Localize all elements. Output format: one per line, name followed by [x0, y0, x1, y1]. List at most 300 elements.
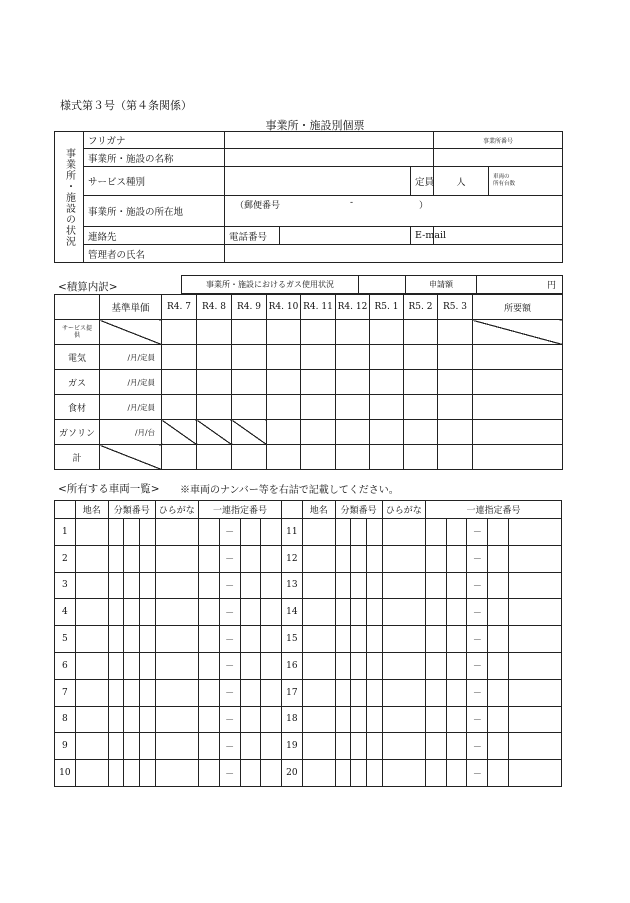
- cell[interactable]: [404, 370, 438, 395]
- serial-dash: －: [219, 706, 240, 733]
- serial-digit-cell[interactable]: [446, 679, 467, 706]
- hiragana-cell[interactable]: [382, 652, 426, 679]
- class-digit-cell[interactable]: [108, 519, 124, 546]
- class-digit-cell[interactable]: [335, 760, 351, 787]
- region-cell[interactable]: [75, 733, 108, 760]
- serial-digit-cell[interactable]: [240, 545, 261, 572]
- serial-digit-cell[interactable]: [426, 626, 447, 653]
- class-digit-cell[interactable]: [108, 626, 124, 653]
- cell[interactable]: [404, 395, 438, 420]
- class-digit-cell[interactable]: [108, 599, 124, 626]
- hiragana-cell[interactable]: [155, 626, 199, 653]
- class-digit-cell[interactable]: [366, 652, 382, 679]
- class-digit-cell[interactable]: [124, 599, 140, 626]
- facility-name-label: 事業所・施設の名称: [84, 149, 225, 167]
- region-cell[interactable]: [302, 733, 335, 760]
- hiragana-cell[interactable]: [155, 519, 199, 546]
- class-digit-cell[interactable]: [108, 652, 124, 679]
- region-cell[interactable]: [75, 760, 108, 787]
- serial-digit-cell[interactable]: [261, 519, 282, 546]
- cell[interactable]: [232, 370, 267, 395]
- class-digit-cell[interactable]: [124, 626, 140, 653]
- cell[interactable]: [336, 345, 370, 370]
- serial-digit-cell[interactable]: [508, 519, 561, 546]
- class-digit-cell[interactable]: [139, 733, 155, 760]
- cell[interactable]: [162, 320, 197, 345]
- struck-cell: [232, 420, 267, 445]
- class-digit-cell[interactable]: [351, 545, 367, 572]
- serial-digit-cell[interactable]: [426, 679, 447, 706]
- serial-digit-cell[interactable]: [446, 652, 467, 679]
- class-digit-cell[interactable]: [124, 545, 140, 572]
- row-number: 4: [55, 599, 76, 626]
- class-digit-cell[interactable]: [139, 599, 155, 626]
- serial-digit-cell[interactable]: [488, 733, 509, 760]
- cell[interactable]: [162, 395, 197, 420]
- serial-digit-cell[interactable]: [199, 519, 220, 546]
- postal-dash: -: [350, 198, 354, 208]
- serial-digit-cell[interactable]: [240, 599, 261, 626]
- serial-digit-cell[interactable]: [426, 652, 447, 679]
- hiragana-cell[interactable]: [155, 733, 199, 760]
- row-number: 14: [281, 599, 302, 626]
- cell[interactable]: [197, 395, 232, 420]
- month-header: R5. 1: [370, 295, 404, 320]
- cell[interactable]: [232, 320, 267, 345]
- serial-digit-cell[interactable]: [508, 706, 561, 733]
- col-serial: 一連指定番号: [199, 501, 282, 519]
- class-digit-cell[interactable]: [335, 652, 351, 679]
- class-digit-cell[interactable]: [366, 572, 382, 599]
- serial-digit-cell[interactable]: [488, 652, 509, 679]
- serial-dash: －: [467, 706, 488, 733]
- serial-digit-cell[interactable]: [488, 545, 509, 572]
- hiragana-cell[interactable]: [155, 652, 199, 679]
- hiragana-cell[interactable]: [382, 572, 426, 599]
- class-digit-cell[interactable]: [335, 519, 351, 546]
- class-digit-cell[interactable]: [351, 652, 367, 679]
- cell[interactable]: [404, 420, 438, 445]
- furigana-label: フリガナ: [84, 132, 225, 149]
- class-digit-cell[interactable]: [108, 545, 124, 572]
- class-digit-cell[interactable]: [335, 626, 351, 653]
- address-field[interactable]: [225, 196, 563, 227]
- serial-digit-cell[interactable]: [488, 679, 509, 706]
- region-cell[interactable]: [302, 760, 335, 787]
- email-label: E-mail: [411, 227, 434, 245]
- cell[interactable]: [438, 395, 473, 420]
- class-digit-cell[interactable]: [124, 679, 140, 706]
- serial-digit-cell[interactable]: [261, 679, 282, 706]
- cell[interactable]: [370, 320, 404, 345]
- serial-digit-cell[interactable]: [199, 679, 220, 706]
- cell[interactable]: [438, 320, 473, 345]
- serial-digit-cell[interactable]: [240, 519, 261, 546]
- postal-close: ）: [419, 201, 429, 211]
- serial-digit-cell[interactable]: [199, 652, 220, 679]
- serial-digit-cell[interactable]: [199, 572, 220, 599]
- class-digit-cell[interactable]: [139, 706, 155, 733]
- cell[interactable]: [232, 345, 267, 370]
- serial-digit-cell[interactable]: [508, 652, 561, 679]
- class-digit-cell[interactable]: [351, 626, 367, 653]
- serial-digit-cell[interactable]: [508, 679, 561, 706]
- row-number: 18: [281, 706, 302, 733]
- class-digit-cell[interactable]: [335, 599, 351, 626]
- cell[interactable]: [473, 445, 563, 470]
- region-cell[interactable]: [75, 706, 108, 733]
- hiragana-cell[interactable]: [155, 545, 199, 572]
- breakdown-heading: <積算内訳>: [58, 281, 118, 293]
- serial-digit-cell[interactable]: [508, 599, 561, 626]
- cell[interactable]: [162, 445, 197, 470]
- form-number: 様式第３号（第４条関係）: [60, 99, 192, 112]
- serial-digit-cell[interactable]: [446, 519, 467, 546]
- gas-usage-field[interactable]: [359, 276, 406, 294]
- serial-digit-cell[interactable]: [508, 572, 561, 599]
- hiragana-cell[interactable]: [382, 545, 426, 572]
- cell[interactable]: [370, 370, 404, 395]
- class-digit-cell[interactable]: [366, 679, 382, 706]
- manager-label: 管理者の氏名: [84, 245, 225, 263]
- class-digit-cell[interactable]: [335, 545, 351, 572]
- col-hiragana: ひらがな: [382, 501, 426, 519]
- corner-cell: [281, 501, 302, 519]
- cell[interactable]: [438, 345, 473, 370]
- serial-digit-cell[interactable]: [199, 599, 220, 626]
- class-digit-cell[interactable]: [139, 652, 155, 679]
- cell[interactable]: [473, 420, 563, 445]
- class-digit-cell[interactable]: [335, 679, 351, 706]
- serial-digit-cell[interactable]: [446, 572, 467, 599]
- region-cell[interactable]: [75, 599, 108, 626]
- class-digit-cell[interactable]: [124, 519, 140, 546]
- cell[interactable]: [267, 420, 301, 445]
- serial-dash: －: [467, 626, 488, 653]
- hiragana-cell[interactable]: [382, 760, 426, 787]
- facility-name-field[interactable]: [225, 149, 434, 167]
- serial-digit-cell[interactable]: [199, 706, 220, 733]
- hiragana-cell[interactable]: [382, 733, 426, 760]
- serial-digit-cell[interactable]: [261, 733, 282, 760]
- serial-digit-cell[interactable]: [261, 599, 282, 626]
- serial-digit-cell[interactable]: [446, 760, 467, 787]
- region-cell[interactable]: [75, 652, 108, 679]
- region-cell[interactable]: [75, 626, 108, 653]
- vehicles-heading: <所有する車両一覧>: [58, 483, 160, 495]
- hiragana-cell[interactable]: [382, 599, 426, 626]
- class-digit-cell[interactable]: [351, 519, 367, 546]
- class-digit-cell[interactable]: [124, 760, 140, 787]
- month-header: R4. 8: [197, 295, 232, 320]
- row-label-food: 食材: [55, 395, 100, 420]
- class-digit-cell[interactable]: [108, 679, 124, 706]
- serial-digit-cell[interactable]: [261, 652, 282, 679]
- row-unit: /月/定員: [100, 345, 162, 370]
- serial-digit-cell[interactable]: [426, 760, 447, 787]
- serial-digit-cell[interactable]: [426, 545, 447, 572]
- cell[interactable]: [301, 445, 336, 470]
- serial-dash: －: [219, 760, 240, 787]
- row-number: 17: [281, 679, 302, 706]
- region-cell[interactable]: [302, 599, 335, 626]
- row-number: 10: [55, 760, 76, 787]
- cell[interactable]: [301, 395, 336, 420]
- class-digit-cell[interactable]: [108, 572, 124, 599]
- class-digit-cell[interactable]: [366, 733, 382, 760]
- serial-digit-cell[interactable]: [426, 572, 447, 599]
- serial-digit-cell[interactable]: [261, 760, 282, 787]
- cell[interactable]: [473, 345, 563, 370]
- serial-dash: －: [219, 733, 240, 760]
- cell[interactable]: [267, 345, 301, 370]
- serial-digit-cell[interactable]: [240, 706, 261, 733]
- vehicles-label-line1: 車両の: [493, 174, 510, 180]
- serial-digit-cell[interactable]: [446, 706, 467, 733]
- class-digit-cell[interactable]: [366, 760, 382, 787]
- class-digit-cell[interactable]: [124, 733, 140, 760]
- cell[interactable]: [336, 395, 370, 420]
- serial-digit-cell[interactable]: [488, 599, 509, 626]
- struck-cell: [473, 320, 563, 345]
- class-digit-cell[interactable]: [108, 733, 124, 760]
- cell[interactable]: [438, 420, 473, 445]
- serial-digit-cell[interactable]: [240, 679, 261, 706]
- class-digit-cell[interactable]: [351, 572, 367, 599]
- serial-digit-cell[interactable]: [446, 599, 467, 626]
- col-class: 分類番号: [108, 501, 155, 519]
- cell[interactable]: [438, 445, 473, 470]
- cell[interactable]: [232, 395, 267, 420]
- row-number: 6: [55, 652, 76, 679]
- vehicles-table: [54, 500, 562, 787]
- serial-digit-cell[interactable]: [426, 706, 447, 733]
- class-digit-cell[interactable]: [351, 599, 367, 626]
- serial-digit-cell[interactable]: [240, 652, 261, 679]
- cell[interactable]: [404, 345, 438, 370]
- serial-digit-cell[interactable]: [240, 760, 261, 787]
- hiragana-cell[interactable]: [382, 626, 426, 653]
- hiragana-cell[interactable]: [155, 706, 199, 733]
- class-digit-cell[interactable]: [335, 733, 351, 760]
- serial-digit-cell[interactable]: [488, 519, 509, 546]
- serial-digit-cell[interactable]: [488, 760, 509, 787]
- hiragana-cell[interactable]: [155, 599, 199, 626]
- serial-dash: －: [467, 599, 488, 626]
- cell[interactable]: [232, 445, 267, 470]
- cell[interactable]: [301, 420, 336, 445]
- serial-digit-cell[interactable]: [488, 626, 509, 653]
- class-digit-cell[interactable]: [351, 706, 367, 733]
- serial-digit-cell[interactable]: [508, 760, 561, 787]
- vehicle-row: [55, 679, 562, 706]
- cell[interactable]: [197, 445, 232, 470]
- class-digit-cell[interactable]: [351, 733, 367, 760]
- yen-label: 円: [477, 276, 563, 294]
- cell[interactable]: [370, 345, 404, 370]
- vehicle-row: [55, 545, 562, 572]
- serial-digit-cell[interactable]: [199, 760, 220, 787]
- serial-digit-cell[interactable]: [199, 626, 220, 653]
- phone-label: 電話番号: [225, 227, 280, 245]
- class-digit-cell[interactable]: [139, 626, 155, 653]
- vehicle-row: [55, 572, 562, 599]
- facility-table: [54, 131, 563, 263]
- cell[interactable]: [404, 445, 438, 470]
- class-digit-cell[interactable]: [335, 706, 351, 733]
- region-cell[interactable]: [302, 679, 335, 706]
- hiragana-cell[interactable]: [382, 679, 426, 706]
- region-cell[interactable]: [302, 626, 335, 653]
- hiragana-cell[interactable]: [155, 572, 199, 599]
- class-digit-cell[interactable]: [124, 652, 140, 679]
- cell[interactable]: [473, 370, 563, 395]
- col-region: 地名: [302, 501, 335, 519]
- region-cell[interactable]: [75, 545, 108, 572]
- serial-dash: －: [467, 679, 488, 706]
- serial-digit-cell[interactable]: [240, 572, 261, 599]
- serial-digit-cell[interactable]: [508, 733, 561, 760]
- cell[interactable]: [197, 320, 232, 345]
- serial-digit-cell[interactable]: [199, 545, 220, 572]
- class-digit-cell[interactable]: [139, 679, 155, 706]
- class-digit-cell[interactable]: [108, 706, 124, 733]
- col-serial: 一連指定番号: [426, 501, 562, 519]
- hiragana-cell[interactable]: [155, 760, 199, 787]
- furigana-field[interactable]: [225, 132, 434, 149]
- vehicles-count-label: [489, 167, 563, 196]
- row-number: 19: [281, 733, 302, 760]
- serial-digit-cell[interactable]: [240, 733, 261, 760]
- serial-dash: －: [219, 519, 240, 546]
- phone-field[interactable]: [280, 227, 411, 245]
- cell[interactable]: [197, 345, 232, 370]
- cell[interactable]: [301, 370, 336, 395]
- class-digit-cell[interactable]: [335, 572, 351, 599]
- class-digit-cell[interactable]: [139, 545, 155, 572]
- region-cell[interactable]: [302, 572, 335, 599]
- serial-digit-cell[interactable]: [446, 626, 467, 653]
- serial-digit-cell[interactable]: [488, 572, 509, 599]
- class-digit-cell[interactable]: [366, 599, 382, 626]
- class-digit-cell[interactable]: [366, 706, 382, 733]
- region-cell[interactable]: [75, 519, 108, 546]
- cell[interactable]: [473, 395, 563, 420]
- region-cell[interactable]: [302, 706, 335, 733]
- region-cell[interactable]: [302, 519, 335, 546]
- class-digit-cell[interactable]: [139, 760, 155, 787]
- serial-digit-cell[interactable]: [426, 599, 447, 626]
- class-digit-cell[interactable]: [139, 519, 155, 546]
- class-digit-cell[interactable]: [351, 760, 367, 787]
- struck-cell: [100, 320, 162, 345]
- serial-digit-cell[interactable]: [261, 706, 282, 733]
- col-class: 分類番号: [335, 501, 382, 519]
- class-digit-cell[interactable]: [124, 572, 140, 599]
- region-cell[interactable]: [75, 572, 108, 599]
- cell[interactable]: [301, 320, 336, 345]
- serial-digit-cell[interactable]: [508, 545, 561, 572]
- service-type-field[interactable]: [225, 167, 411, 196]
- cell[interactable]: [336, 420, 370, 445]
- class-digit-cell[interactable]: [366, 626, 382, 653]
- serial-dash: －: [219, 599, 240, 626]
- region-cell[interactable]: [302, 652, 335, 679]
- serial-digit-cell[interactable]: [446, 545, 467, 572]
- class-digit-cell[interactable]: [139, 572, 155, 599]
- month-header: R5. 2: [404, 295, 438, 320]
- manager-field[interactable]: [225, 245, 563, 263]
- serial-digit-cell[interactable]: [261, 626, 282, 653]
- month-header: R4. 11: [301, 295, 336, 320]
- service-type-label: サービス種別: [84, 167, 225, 196]
- serial-dash: －: [219, 545, 240, 572]
- cell[interactable]: [267, 370, 301, 395]
- vehicle-row: [55, 733, 562, 760]
- serial-digit-cell[interactable]: [261, 545, 282, 572]
- class-digit-cell[interactable]: [366, 545, 382, 572]
- gas-usage-row: [181, 275, 563, 294]
- cell[interactable]: [370, 445, 404, 470]
- contact-label: 連絡先: [84, 227, 225, 245]
- region-cell[interactable]: [75, 679, 108, 706]
- hiragana-cell[interactable]: [155, 679, 199, 706]
- cell[interactable]: [162, 370, 197, 395]
- serial-digit-cell[interactable]: [240, 626, 261, 653]
- row-number: 20: [281, 760, 302, 787]
- cell[interactable]: [336, 320, 370, 345]
- serial-digit-cell[interactable]: [426, 733, 447, 760]
- vehicle-row: [55, 652, 562, 679]
- hiragana-cell[interactable]: [382, 519, 426, 546]
- hiragana-cell[interactable]: [382, 706, 426, 733]
- serial-digit-cell[interactable]: [199, 733, 220, 760]
- cell[interactable]: [336, 445, 370, 470]
- serial-digit-cell[interactable]: [488, 706, 509, 733]
- cell[interactable]: [336, 370, 370, 395]
- serial-digit-cell[interactable]: [261, 572, 282, 599]
- cell[interactable]: [197, 370, 232, 395]
- row-number: 13: [281, 572, 302, 599]
- class-digit-cell[interactable]: [108, 760, 124, 787]
- class-digit-cell[interactable]: [124, 706, 140, 733]
- row-number: 1: [55, 519, 76, 546]
- region-cell[interactable]: [302, 545, 335, 572]
- class-digit-cell[interactable]: [351, 679, 367, 706]
- cell[interactable]: [404, 320, 438, 345]
- cell[interactable]: [370, 420, 404, 445]
- vehicle-row: [55, 626, 562, 653]
- cell[interactable]: [267, 320, 301, 345]
- vehicles-note: ※車両のナンバー等を右詰で記載してください。: [180, 485, 399, 496]
- class-digit-cell[interactable]: [366, 519, 382, 546]
- cell[interactable]: [267, 395, 301, 420]
- row-unit: /月/定員: [100, 395, 162, 420]
- row-label-total: 計: [55, 445, 100, 470]
- serial-digit-cell[interactable]: [426, 519, 447, 546]
- serial-digit-cell[interactable]: [508, 626, 561, 653]
- email-field[interactable]: [434, 227, 563, 245]
- serial-dash: －: [219, 679, 240, 706]
- cell[interactable]: [301, 345, 336, 370]
- cell[interactable]: [267, 445, 301, 470]
- serial-digit-cell[interactable]: [446, 733, 467, 760]
- cell[interactable]: [438, 370, 473, 395]
- month-header: R4. 10: [267, 295, 301, 320]
- office-number-field[interactable]: [434, 149, 563, 167]
- cell[interactable]: [162, 345, 197, 370]
- cell[interactable]: [370, 395, 404, 420]
